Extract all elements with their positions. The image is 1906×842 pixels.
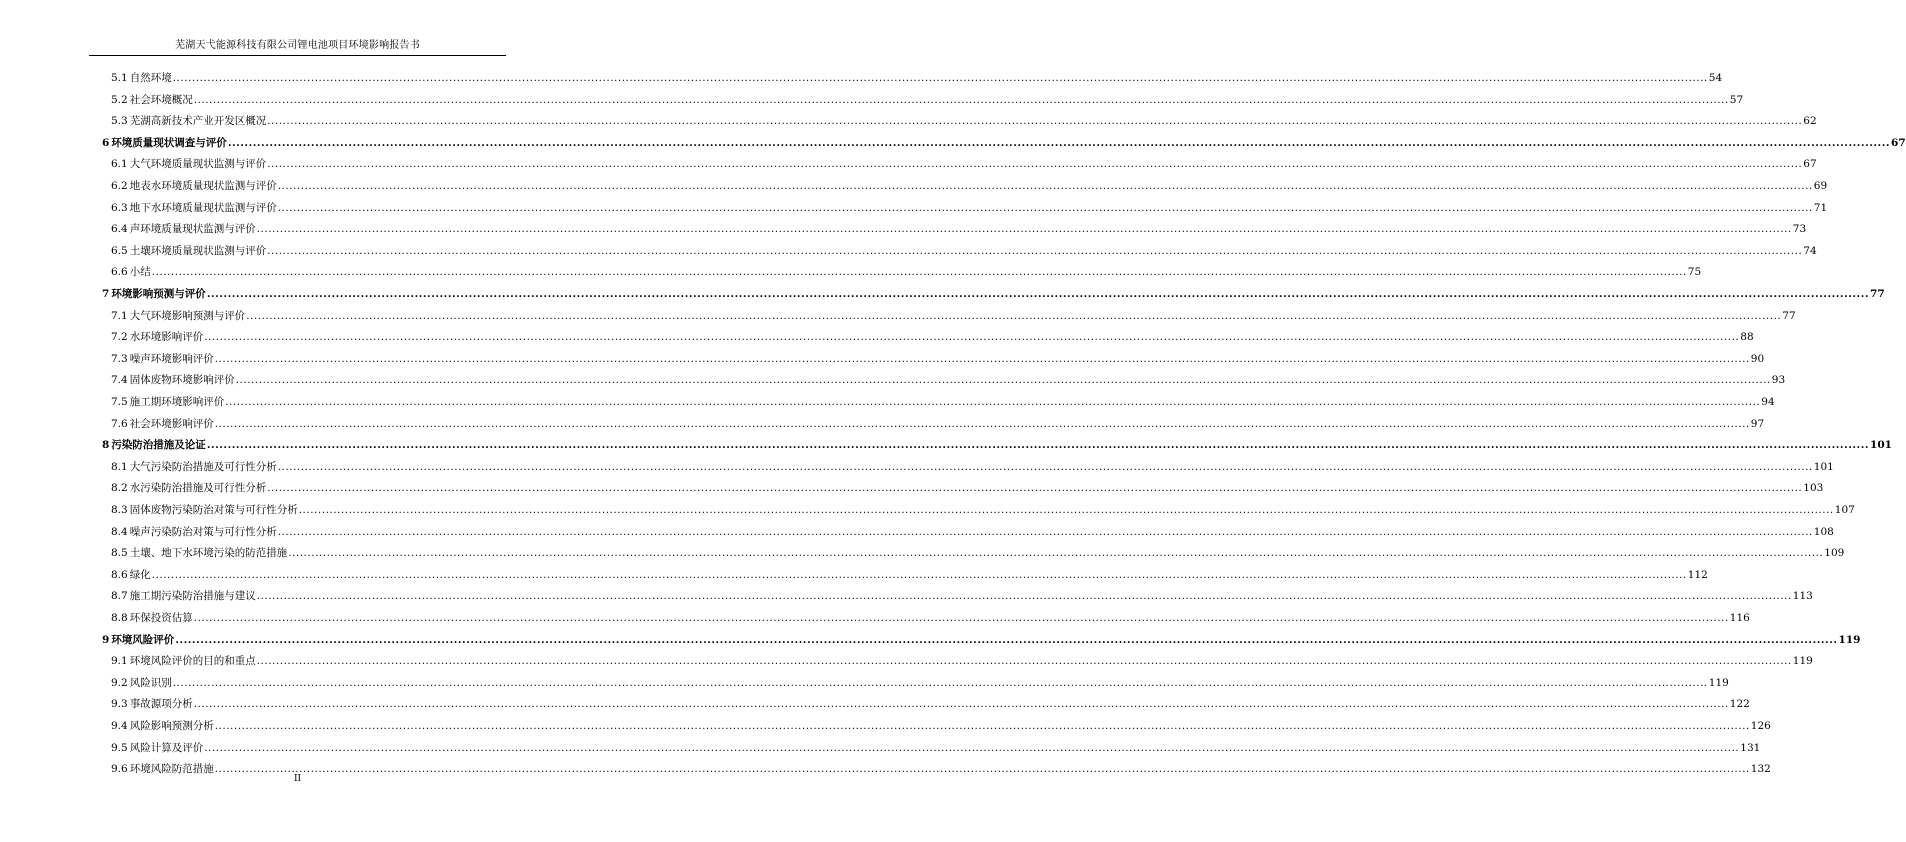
toc-section-entry[interactable] xyxy=(111,608,1750,628)
toc-entry-number: 7.3 xyxy=(111,352,128,365)
toc-dot-leader: ................................................................................................................................................................................................................................................................................................................................................................................................................ xyxy=(193,698,1729,711)
toc-entry-number: 7 xyxy=(102,288,110,300)
toc-entry-number: 6.4 xyxy=(111,223,128,236)
toc-section-entry[interactable] xyxy=(111,219,1807,239)
toc-dot-leader: ................................................................................................................................................................................................................................................................................................................................................................................................................ xyxy=(172,72,1708,84)
toc-section-entry[interactable] xyxy=(111,370,1786,390)
toc-entry-title: 环境风险评价 xyxy=(111,633,175,646)
toc-section-entry[interactable] xyxy=(111,349,1765,369)
toc-section-entry[interactable] xyxy=(111,306,1796,326)
toc-entry-number: 8.3 xyxy=(111,504,128,516)
toc-entry-page: 101 xyxy=(1870,439,1892,452)
toc-entry-page: 131 xyxy=(1740,741,1761,754)
toc-dot-leader: ................................................................................................................................................................................................................................................................................................................................................................................................................ xyxy=(204,741,1740,754)
toc-entry-page: 62 xyxy=(1803,115,1817,128)
toc-entry-title: 社会环境影响评价 xyxy=(129,417,214,430)
toc-entry-page: 108 xyxy=(1813,525,1834,538)
toc-entry-title: 大气污染防治措施及可行性分析 xyxy=(129,460,277,473)
toc-dot-leader: ................................................................................................................................................................................................................................................................................................................................................................................................................ xyxy=(225,396,1761,408)
toc-section-entry[interactable] xyxy=(111,176,1828,196)
toc-entry-number: 5.2 xyxy=(111,93,128,106)
toc-entry-number: 7.6 xyxy=(111,417,128,430)
toc-dot-leader: ................................................................................................................................................................................................................................................................................................................................................................................................................ xyxy=(256,223,1792,236)
toc-entry-title: 事故源项分析 xyxy=(129,698,193,711)
toc-chapter-entry[interactable] xyxy=(102,133,1906,153)
toc-section-entry[interactable] xyxy=(111,414,1765,434)
toc-dot-leader: ................................................................................................................................................................................................................................................................................................................................................................................................................ xyxy=(206,288,1870,300)
toc-entry-number: 6.5 xyxy=(111,244,128,257)
toc-entry-title: 环境影响预测与评价 xyxy=(111,288,206,300)
toc-dot-leader: ................................................................................................................................................................................................................................................................................................................................................................................................................ xyxy=(298,504,1834,516)
toc-entry-page: 109 xyxy=(1824,547,1845,560)
running-header xyxy=(89,39,506,56)
toc-entry-title: 声环境质量现状监测与评价 xyxy=(129,223,256,236)
toc-dot-leader: ................................................................................................................................................................................................................................................................................................................................................................................................................ xyxy=(246,309,1782,322)
page-footer xyxy=(0,773,595,785)
toc-entry-number: 8.6 xyxy=(111,568,128,581)
toc-section-entry[interactable] xyxy=(111,673,1729,693)
toc-section-entry[interactable] xyxy=(111,392,1775,412)
toc-section-entry[interactable] xyxy=(111,651,1813,671)
toc-entry-number: 9.4 xyxy=(111,720,128,732)
toc-entry-page: 67 xyxy=(1891,136,1906,149)
toc-entry-number: 6.1 xyxy=(111,158,128,171)
toc-dot-leader: ................................................................................................................................................................................................................................................................................................................................................................................................................ xyxy=(172,676,1708,689)
toc-entry-page: 74 xyxy=(1803,244,1817,257)
toc-dot-leader: ................................................................................................................................................................................................................................................................................................................................................................................................................ xyxy=(267,158,1803,171)
toc-entry-page: 77 xyxy=(1870,288,1885,300)
toc-entry-page: 69 xyxy=(1813,180,1828,192)
toc-entry-page: 97 xyxy=(1750,417,1765,430)
toc-entry-page: 126 xyxy=(1750,720,1771,732)
toc-section-entry[interactable] xyxy=(111,478,1824,498)
toc-entry-number: 6.6 xyxy=(111,266,128,279)
toc-entry-number: 9.1 xyxy=(111,655,128,668)
toc-entry-number: 8.5 xyxy=(111,547,128,560)
toc-entry-number: 5.1 xyxy=(111,72,128,84)
toc-entry-number: 7.5 xyxy=(111,396,128,408)
toc-entry-title: 土壤、地下水环境污染的防范措施 xyxy=(129,547,288,560)
toc-dot-leader: ................................................................................................................................................................................................................................................................................................................................................................................................................ xyxy=(214,763,1750,776)
toc-section-entry[interactable] xyxy=(111,522,1834,542)
toc-dot-leader: ................................................................................................................................................................................................................................................................................................................................................................................................................ xyxy=(256,655,1792,668)
toc-entry-title: 大气环境质量现状监测与评价 xyxy=(129,158,267,171)
toc-entry-title: 绿化 xyxy=(129,568,151,581)
toc-section-entry[interactable] xyxy=(111,262,1702,282)
toc-entry-page: 112 xyxy=(1687,568,1708,581)
toc-entry-title: 风险识别 xyxy=(129,676,172,689)
toc-entry-number: 5.3 xyxy=(111,115,128,128)
toc-dot-leader: ................................................................................................................................................................................................................................................................................................................................................................................................................ xyxy=(214,720,1750,732)
toc-entry-page: 119 xyxy=(1792,655,1813,668)
toc-entry-title: 环境风险防范措施 xyxy=(129,763,214,776)
toc-dot-leader: ................................................................................................................................................................................................................................................................................................................................................................................................................ xyxy=(288,547,1824,560)
toc-entry-number: 8.4 xyxy=(111,525,128,538)
toc-entry-title: 环境质量现状调查与评价 xyxy=(111,136,227,149)
toc-dot-leader: ................................................................................................................................................................................................................................................................................................................................................................................................................ xyxy=(193,612,1729,624)
toc-chapter-entry[interactable] xyxy=(102,284,1885,304)
toc-section-entry[interactable] xyxy=(111,500,1855,520)
toc-entry-title: 地表水环境质量现状监测与评价 xyxy=(129,180,277,192)
toc-section-entry[interactable] xyxy=(111,68,1723,88)
toc-entry-number: 9.3 xyxy=(111,698,128,711)
toc-entry-page: 90 xyxy=(1750,352,1765,365)
toc-dot-leader: ................................................................................................................................................................................................................................................................................................................................................................................................................ xyxy=(151,568,1687,581)
toc-dot-leader: ................................................................................................................................................................................................................................................................................................................................................................................................................ xyxy=(175,633,1838,646)
toc-entry-page: 101 xyxy=(1813,460,1834,473)
toc-section-entry[interactable] xyxy=(111,565,1708,585)
toc-section-entry[interactable] xyxy=(111,241,1817,261)
toc-section-entry[interactable] xyxy=(111,457,1834,477)
toc-entry-number: 8.2 xyxy=(111,482,128,495)
toc-section-entry[interactable] xyxy=(111,694,1750,714)
toc-section-entry[interactable] xyxy=(111,738,1761,758)
toc-entry-number: 9 xyxy=(102,633,110,646)
toc-entry-title: 风险影响预测分析 xyxy=(129,720,214,732)
toc-entry-number: 9.2 xyxy=(111,676,128,689)
toc-entry-page: 119 xyxy=(1708,676,1729,689)
toc-dot-leader: ................................................................................................................................................................................................................................................................................................................................................................................................................ xyxy=(256,590,1792,603)
toc-entry-page: 103 xyxy=(1803,482,1824,495)
toc-section-entry[interactable] xyxy=(111,586,1813,606)
toc-entry-title: 固体废物污染防治对策与可行性分析 xyxy=(129,504,298,516)
toc-entry-title: 施工期环境影响评价 xyxy=(129,396,225,408)
toc-dot-leader: ................................................................................................................................................................................................................................................................................................................................................................................................................ xyxy=(277,460,1813,473)
toc-chapter-entry[interactable] xyxy=(102,435,1892,455)
toc-entry-title: 施工期污染防治措施与建议 xyxy=(129,590,256,603)
toc-entry-page: 132 xyxy=(1750,763,1771,776)
toc-entry-number: 7.4 xyxy=(111,374,128,387)
toc-section-entry[interactable] xyxy=(111,716,1771,736)
toc-dot-leader: ................................................................................................................................................................................................................................................................................................................................................................................................................ xyxy=(204,331,1740,344)
toc-dot-leader: ................................................................................................................................................................................................................................................................................................................................................................................................................ xyxy=(267,482,1803,495)
toc-entry-title: 固体废物环境影响评价 xyxy=(129,374,235,387)
toc-dot-leader: ................................................................................................................................................................................................................................................................................................................................................................................................................ xyxy=(151,266,1687,279)
toc-entry-title: 社会环境概况 xyxy=(129,93,193,106)
toc-entry-title: 自然环境 xyxy=(129,72,172,84)
toc-entry-number: 8 xyxy=(102,439,110,452)
toc-entry-title: 噪声环境影响评价 xyxy=(129,352,214,365)
header-title: 芜湖天弋能源科技有限公司锂电池项目环境影响报告书 xyxy=(175,40,420,51)
toc-entry-page: 77 xyxy=(1782,309,1796,322)
toc-entry-title: 污染防治措施及论证 xyxy=(111,439,206,452)
toc-entry-number: 6 xyxy=(102,136,110,149)
toc-entry-title: 水环境影响评价 xyxy=(129,331,204,344)
toc-entry-number: 6.2 xyxy=(111,180,128,192)
toc-entry-title: 噪声污染防治对策与可行性分析 xyxy=(129,525,277,538)
toc-dot-leader: ................................................................................................................................................................................................................................................................................................................................................................................................................ xyxy=(277,525,1813,538)
toc-entry-title: 地下水环境质量现状监测与评价 xyxy=(129,201,277,214)
toc-entry-title: 小结 xyxy=(129,266,151,279)
toc-dot-leader: ................................................................................................................................................................................................................................................................................................................................................................................................................ xyxy=(206,439,1870,452)
toc-dot-leader: ................................................................................................................................................................................................................................................................................................................................................................................................................ xyxy=(235,374,1771,387)
toc-dot-leader: ................................................................................................................................................................................................................................................................................................................................................................................................................ xyxy=(267,115,1803,128)
toc-section-entry[interactable] xyxy=(111,198,1828,218)
toc-entry-page: 113 xyxy=(1792,590,1813,603)
toc-entry-page: 57 xyxy=(1729,93,1744,106)
toc-section-entry[interactable] xyxy=(111,154,1817,174)
toc-entry-title: 芜湖高新技术产业开发区概况 xyxy=(129,115,267,128)
toc-dot-leader: ................................................................................................................................................................................................................................................................................................................................................................................................................ xyxy=(214,417,1750,430)
toc-entry-number: 7.2 xyxy=(111,331,128,344)
toc-entry-page: 122 xyxy=(1729,698,1750,711)
toc-entry-title: 环境风险评价的目的和重点 xyxy=(129,655,256,668)
toc-section-entry[interactable] xyxy=(111,543,1845,563)
toc-entry-title: 风险计算及评价 xyxy=(129,741,204,754)
toc-entry-title: 环保投资估算 xyxy=(129,612,193,624)
toc-chapter-entry[interactable] xyxy=(102,630,1861,650)
toc-entry-title: 土壤环境质量现状监测与评价 xyxy=(129,244,267,257)
toc-entry-number: 9.6 xyxy=(111,763,128,776)
toc-entry-page: 67 xyxy=(1803,158,1817,171)
toc-entry-title: 水污染防治措施及可行性分析 xyxy=(129,482,267,495)
toc-entry-page: 71 xyxy=(1813,201,1828,214)
toc-entry-page: 75 xyxy=(1687,266,1702,279)
toc-dot-leader: ................................................................................................................................................................................................................................................................................................................................................................................................................ xyxy=(277,180,1813,192)
toc-entry-page: 88 xyxy=(1740,331,1754,344)
toc-entry-page: 116 xyxy=(1729,612,1750,624)
toc-section-entry[interactable] xyxy=(111,111,1817,131)
toc-entry-number: 8.8 xyxy=(111,612,128,624)
toc-entry-page: 73 xyxy=(1792,223,1807,236)
toc-entry-page: 93 xyxy=(1771,374,1786,387)
toc-entry-number: 7.1 xyxy=(111,309,128,322)
toc-dot-leader: ................................................................................................................................................................................................................................................................................................................................................................................................................ xyxy=(267,244,1803,257)
toc-entry-number: 8.1 xyxy=(111,460,128,473)
toc-entry-page: 94 xyxy=(1761,396,1775,408)
toc-dot-leader: ................................................................................................................................................................................................................................................................................................................................................................................................................ xyxy=(214,352,1750,365)
toc-section-entry[interactable] xyxy=(111,327,1754,347)
toc-dot-leader: ................................................................................................................................................................................................................................................................................................................................................................................................................ xyxy=(193,93,1729,106)
toc-entry-page: 107 xyxy=(1834,504,1855,516)
toc-entry-number: 6.3 xyxy=(111,201,128,214)
toc-entry-page: 54 xyxy=(1708,72,1723,84)
toc-entry-number: 8.7 xyxy=(111,590,128,603)
toc-dot-leader: ................................................................................................................................................................................................................................................................................................................................................................................................................ xyxy=(227,136,1891,149)
toc-dot-leader: ................................................................................................................................................................................................................................................................................................................................................................................................................ xyxy=(277,201,1813,214)
toc-section-entry[interactable] xyxy=(111,90,1744,110)
toc-entry-number: 9.5 xyxy=(111,741,128,754)
page-number: II xyxy=(293,774,302,784)
toc-entry-page: 119 xyxy=(1838,633,1861,646)
toc-entry-title: 大气环境影响预测与评价 xyxy=(129,309,246,322)
